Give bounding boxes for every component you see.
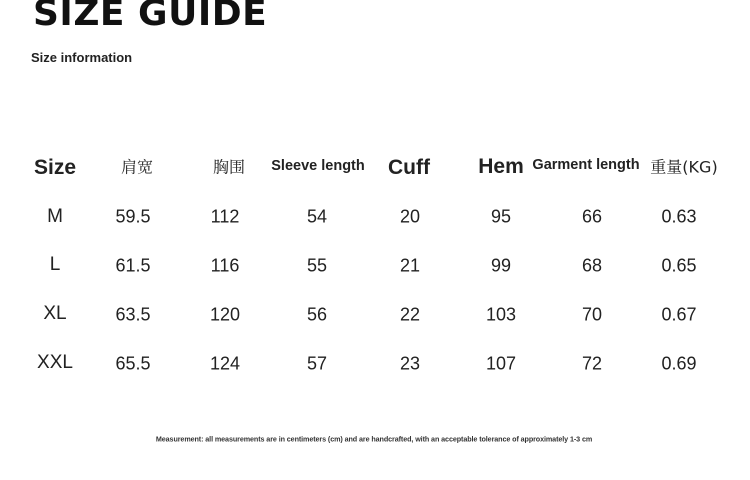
header-cuff: Cuff	[388, 156, 430, 179]
table-cell: 107	[485, 353, 517, 374]
table-cell: 99	[490, 255, 512, 276]
table-cell: 0.69	[661, 353, 697, 374]
table-cell: 23	[399, 353, 421, 374]
table-cell: 65.5	[115, 353, 151, 374]
header-garment-length: Garment length	[532, 157, 640, 173]
subtitle: Size information	[31, 50, 133, 65]
table-cell: 112	[210, 206, 240, 227]
header-hem: Hem	[478, 155, 524, 178]
table-cell: 0.63	[661, 206, 697, 227]
table-cell: 70	[581, 304, 603, 325]
header-sleeve-length: Sleeve length	[271, 158, 365, 174]
measurement-footnote: Measurement: all measurements are in centimeters (cm) and are handcrafted, with an acceptable tolerance of approximately 1-3 cm	[155, 434, 593, 444]
table-cell: 68	[581, 255, 603, 276]
table-cell: 63.5	[115, 304, 151, 325]
table-cell: 0.65	[661, 255, 697, 276]
table-cell: 59.5	[115, 206, 151, 227]
table-cell: 116	[210, 255, 240, 276]
table-cell: 21	[399, 255, 421, 276]
table-cell: 61.5	[115, 255, 151, 276]
table-cell-size: L	[49, 254, 61, 275]
table-cell: 20	[399, 206, 421, 227]
header-size: Size	[33, 156, 77, 179]
table-cell-size: XXL	[37, 352, 73, 373]
table-cell: 56	[306, 304, 328, 325]
table-cell: 120	[209, 304, 241, 325]
table-cell: 95	[490, 206, 512, 227]
table-cell: 66	[581, 206, 603, 227]
table-cell-size: XL	[43, 303, 67, 324]
header-shoulder: 肩宽	[120, 157, 154, 177]
table-cell: 103	[485, 304, 517, 325]
table-cell: 124	[209, 353, 241, 374]
table-cell: 0.67	[661, 304, 697, 325]
table-cell: 57	[306, 353, 328, 374]
header-chest: 胸围	[212, 157, 246, 177]
table-cell-size: M	[47, 206, 63, 227]
table-cell: 72	[581, 353, 603, 374]
header-weight: 重量(KG)	[650, 157, 718, 177]
page-title: SIZE GUIDE	[33, 0, 268, 34]
table-cell: 22	[399, 304, 421, 325]
table-cell: 54	[306, 206, 328, 227]
table-cell: 55	[306, 255, 328, 276]
